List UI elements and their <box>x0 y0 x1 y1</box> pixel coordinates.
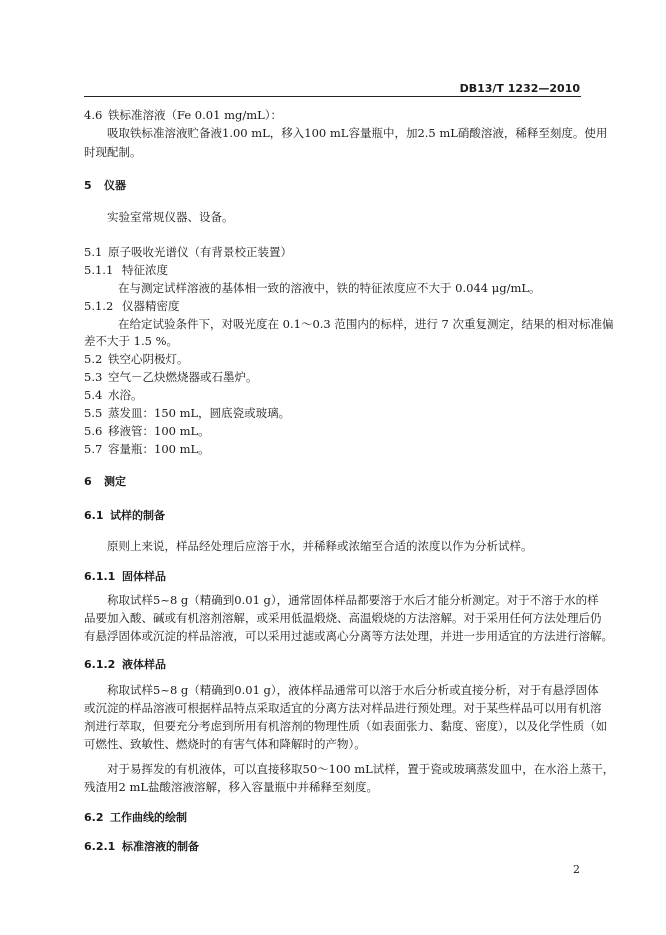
section-number: 5.1.1 <box>84 263 114 277</box>
list-item-5-2 <box>84 352 189 367</box>
item-number: 5.6 <box>84 424 103 438</box>
paragraph-line: 可燃性、致敏性、燃烧时的有害气体和降解时的产物）。 <box>84 737 366 751</box>
section-title: 固体样品 <box>122 570 166 583</box>
item-text: 容量瓶：100 mL。 <box>108 442 210 456</box>
list-item-5-7 <box>84 442 210 457</box>
section-6-2-heading <box>84 810 187 825</box>
item-number: 5.2 <box>84 352 103 366</box>
section-5-1-heading <box>84 245 292 260</box>
paragraph-line: 有悬浮固体或沉淀的样品溶液，可以采用过滤或离心分离等方法处理，并进一步用适宜的方法进行溶解。 <box>84 629 613 643</box>
section-6-heading <box>84 474 126 489</box>
page-number: 2 <box>573 863 580 876</box>
section-number: 5.1.2 <box>84 299 114 313</box>
list-item-5-5 <box>84 406 290 421</box>
section-title: 仪器 <box>104 179 126 192</box>
item-text: 空气－乙炔燃烧器或石墨炉。 <box>108 370 258 384</box>
paragraph-line: 称取试样5~8 g（精确到0.01 g），液体样品通常可以溶于水后分析或直接分析，对于有悬浮固体 <box>107 683 599 697</box>
paragraph-line: 对于易挥发的有机液体，可以直接移取50～100 mL试样，置于瓷或玻璃蒸发皿中，在水浴上蒸干， <box>107 762 615 776</box>
section-title: 液体样品 <box>122 658 166 671</box>
paragraph-line: 称取试样5~8 g（精确到0.01 g），通常固体样品都要溶于水后才能分析测定。对于不溶于水的样 <box>107 593 599 607</box>
section-number: 6.1.2 <box>84 658 116 671</box>
section-title: 铁标准溶液（Fe 0.01 mg/mL）： <box>108 108 283 122</box>
paragraph-line: 吸取铁标准溶液贮备液1.00 mL，移入100 mL容量瓶中，加2.5 mL硝酸溶液，稀释至刻度。使用 <box>107 126 608 140</box>
section-6-2-1-heading <box>84 839 199 854</box>
list-item-5-4 <box>84 388 143 403</box>
item-text: 蒸发皿：150 mL，圆底瓷或玻璃。 <box>108 406 291 420</box>
paragraph-line: 在给定试验条件下，对吸光度在 0.1～0.3 范围内的标样，进行 7 次重复测定，结果的相对标准偏 <box>118 317 614 331</box>
standard-code-header: DB13/T 1232—2010 <box>459 82 580 95</box>
paragraph-line: 残渣用2 mL盐酸溶液溶解，移入容量瓶中并稀释至刻度。 <box>84 780 379 794</box>
section-title: 试样的制备 <box>110 509 165 522</box>
item-number: 5.7 <box>84 442 103 456</box>
paragraph-line: 原则上来说，样品经处理后应溶于水，并稀释或浓缩至合适的浓度以作为分析试样。 <box>107 539 533 553</box>
paragraph-line: 在与测定试样溶液的基体相一致的溶液中，铁的特征浓度应不大于 0.044 μg/mL。 <box>118 281 541 295</box>
item-number: 5.4 <box>84 388 103 402</box>
section-number: 5 <box>84 179 92 192</box>
section-number: 4.6 <box>84 108 103 122</box>
section-title: 标准溶液的制备 <box>122 840 199 853</box>
list-item-5-3 <box>84 370 258 385</box>
item-text: 移液管：100 mL。 <box>108 424 210 438</box>
section-number: 6 <box>84 475 92 488</box>
section-title: 工作曲线的绘制 <box>110 811 187 824</box>
section-5-1-1-heading <box>84 263 168 278</box>
section-number: 5.1 <box>84 245 103 259</box>
paragraph-line: 或沉淀的样品溶液可根据样品特点采取适宜的分离方法对样品进行预处理。对于某些样品可以用有机溶 <box>84 701 602 715</box>
item-text: 水浴。 <box>108 388 143 402</box>
section-6-1-heading <box>84 508 165 523</box>
section-title: 原子吸收光谱仪（有背景校正装置） <box>108 245 292 259</box>
section-number: 6.2 <box>84 811 104 824</box>
section-number: 6.1.1 <box>84 570 116 583</box>
paragraph-line: 差不大于 1.5 %。 <box>84 334 179 348</box>
section-4-6-heading <box>84 108 282 123</box>
section-title: 特征浓度 <box>122 263 168 277</box>
list-item-5-6 <box>84 424 210 439</box>
section-6-1-2-heading <box>84 657 166 672</box>
section-title: 仪器精密度 <box>122 299 180 313</box>
section-5-heading <box>84 178 126 193</box>
section-6-1-1-heading <box>84 569 166 584</box>
section-number: 6.2.1 <box>84 840 116 853</box>
section-title: 测定 <box>104 475 126 488</box>
item-number: 5.5 <box>84 406 103 420</box>
section-5-1-2-heading <box>84 299 180 314</box>
section-number: 6.1 <box>84 509 104 522</box>
paragraph-line: 品要加入酸、碱或有机溶剂溶解，或采用低温煅烧、高温煅烧的方法溶解。对于采用任何方法处理后仍 <box>84 611 602 625</box>
item-text: 铁空心阴极灯。 <box>108 352 189 366</box>
paragraph-line: 时现配制。 <box>84 145 142 159</box>
paragraph-line: 剂进行萃取，但要充分考虑到所用有机溶剂的物理性质（如表面张力、黏度、密度），以及化学性质（如 <box>84 719 608 733</box>
header-rule <box>84 96 581 97</box>
paragraph-line: 实验室常规仪器、设备。 <box>107 210 234 224</box>
item-number: 5.3 <box>84 370 103 384</box>
